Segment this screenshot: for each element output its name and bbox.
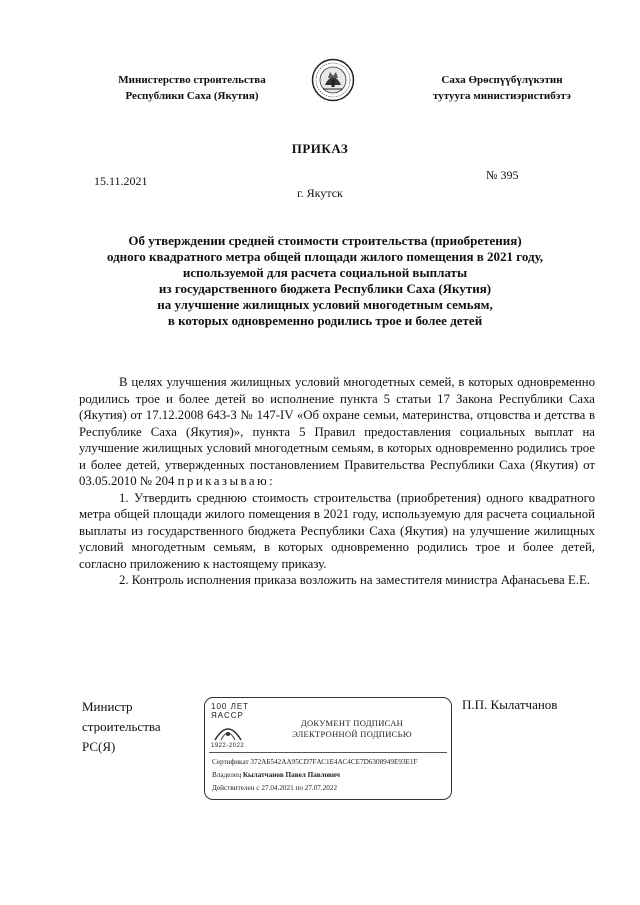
stamp-owner: [212, 771, 340, 780]
ministry-name-ru-line2: Республики Саха (Якутия): [125, 90, 259, 102]
signer-position-line: РС(Я): [82, 739, 116, 754]
document-title: ПРИКАЗ: [291, 141, 349, 156]
stamp-logo-years: 1922-2022: [211, 743, 245, 749]
body-paragraph-item-2: 2. Контроль исполнения приказа возложить на заместителя министра Афанасьева Е.Е.: [119, 573, 590, 587]
subject-line: используемой для расчета социальной выплаты: [182, 265, 468, 280]
subject-line: из государственного бюджета Республики Саха (Якутия): [158, 281, 492, 296]
validity-label: Действителен: [212, 784, 255, 792]
document-subject: [60, 233, 590, 329]
subject-line: в которых одновременно родились трое и более детей: [167, 313, 483, 328]
stamp-logo-line: 100 ЛЕТ: [211, 702, 250, 711]
order-keyword: приказываю:: [177, 474, 276, 488]
coat-of-arms-icon: [311, 58, 355, 102]
stamp-heading: [267, 718, 437, 740]
stamp-certificate: [212, 758, 418, 767]
document-body: [79, 374, 595, 589]
validity-value: с 27.04.2021 по 27.07.2022: [256, 784, 338, 792]
subject-line: Об утверждении средней стоимости строительства (приобретения): [128, 233, 522, 248]
owner-label: Владелец: [212, 771, 242, 779]
document-date: 15.11.2021: [94, 174, 148, 188]
certificate-label: Сертификат: [212, 758, 249, 766]
ministry-name-ru-line1: Министерство строительства: [118, 74, 266, 86]
ministry-name-sah: [402, 72, 602, 104]
preamble-text: В целях улучшения жилищных условий многодетных семей, в которых одновременно родились трое и более детей во исполнение пункта 5 статьи 17 Закона Республики Саха (Якутия) от 17.12.2008 643-З № 147-IV «Об охране семьи, материнства, отцовства и детства в Республике Саха (Якутия)», пункта 5 Правил предоставления социальных выплат на улучшение жилищных условий многодетным семьям, в которых одновременно родились трое и более детей, утвержденных постановлением Правительства Республики Саха (Якутия) от 03.05.2010 № 204: [79, 375, 595, 488]
certificate-value: 372АБ542АА95СD7FАС1Е4АС4СЕ7D6308949Е93Е1F: [250, 758, 418, 766]
signer-position: [82, 697, 161, 757]
ministry-name-sah-line2: тутууга министиэристибэтэ: [433, 90, 571, 102]
ministry-name-sah-line1: Саха Өрөспүүбүлүкэтин: [441, 74, 563, 86]
stamp-divider: [209, 752, 447, 753]
document-number: № 395: [486, 168, 519, 182]
subject-line: одного квадратного метра общей площади жилого помещения в 2021 году,: [106, 249, 544, 264]
body-paragraph-item-1: 1. Утвердить среднюю стоимость строительства (приобретения) одного квадратного метра общей площади жилого помещения в 2021 году, используемую для расчета социальной выплаты из государственного бюджета Республики Саха (Якутия) на улучшение жилищных условий многодетным семьям, в которых одновременно родились трое и более детей, согласно приложению к настоящему приказу.: [79, 490, 595, 571]
signer-position-line: Министр: [82, 699, 133, 714]
body-paragraph-preamble: [79, 374, 595, 490]
stamp-heading-line: ДОКУМЕНТ ПОДПИСАН: [300, 718, 404, 728]
electronic-signature-stamp: [204, 697, 452, 800]
stamp-validity: [212, 784, 337, 793]
signer-position-line: строительства: [82, 719, 161, 734]
document-city: г. Якутск: [297, 186, 343, 200]
ministry-name-ru: [92, 72, 292, 104]
stamp-heading-line: ЭЛЕКТРОННОЙ ПОДПИСЬЮ: [292, 729, 412, 739]
stamp-logo: [211, 702, 249, 720]
stamp-logo-line: ЯАССР: [211, 711, 244, 720]
owner-value: Кылатчанов Павел Павлович: [242, 771, 341, 779]
subject-line: на улучшение жилищных условий многодетным семьям,: [157, 297, 493, 312]
signer-name: П.П. Кылатчанов: [462, 697, 558, 712]
anniversary-logo-icon: [213, 722, 243, 742]
